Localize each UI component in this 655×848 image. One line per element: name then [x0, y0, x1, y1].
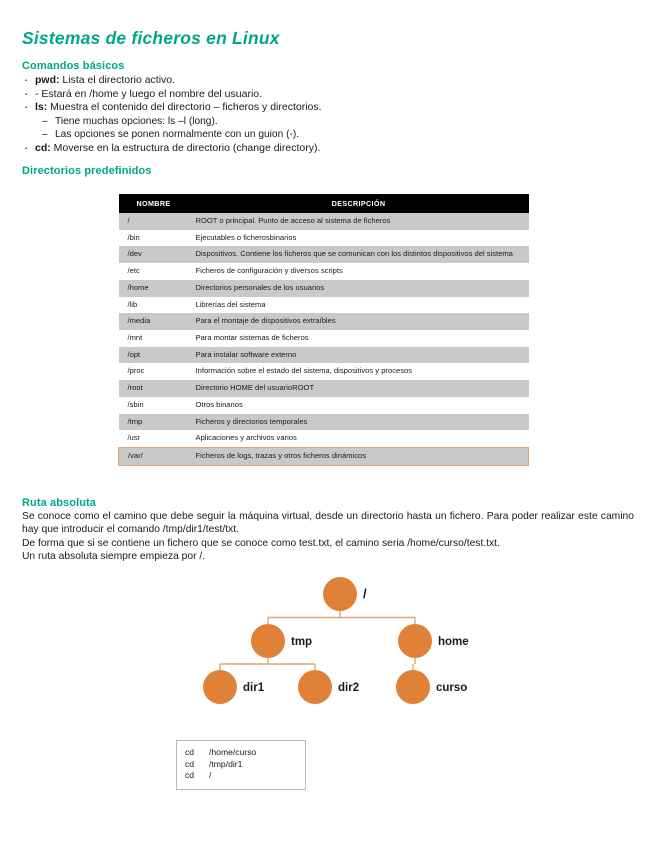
tree-svg: [0, 566, 655, 716]
cell-nombre: /mnt: [119, 330, 189, 347]
table-row: [119, 380, 529, 397]
table-row: [119, 347, 529, 364]
table-row: [119, 430, 529, 447]
comandos-list: [22, 74, 622, 156]
cell-descripcion: Para instalar software externo: [189, 347, 529, 364]
table-body: [119, 213, 529, 465]
tree-nodes: [203, 577, 469, 704]
cell-nombre: /root: [119, 380, 189, 397]
table-row: [119, 230, 529, 247]
cell-nombre: /tmp: [119, 414, 189, 431]
table-row: [119, 213, 529, 230]
section-heading-comandos: Comandos básicos: [22, 60, 125, 72]
comando-list-item: [22, 101, 622, 115]
tree-node-home: [398, 624, 469, 658]
tree-node-circle: [203, 670, 237, 704]
table-header-row: [119, 194, 529, 213]
cell-nombre: /opt: [119, 347, 189, 364]
cell-descripcion: Librerías del sistema: [189, 297, 529, 314]
page-title: Sistemas de ficheros en Linux: [22, 28, 280, 48]
table-row: [119, 263, 529, 280]
tree-node-curso: [396, 670, 467, 704]
comando-list-item: [22, 88, 622, 102]
table-row: [119, 448, 529, 466]
command-argument: /home/curso: [209, 747, 257, 757]
section-heading-directorios: Directorios predefinidos: [22, 165, 152, 177]
command-line: [185, 770, 297, 782]
command-line: [185, 747, 297, 759]
tree-node-circle: [398, 624, 432, 658]
tree-node-label: home: [438, 636, 469, 648]
tree-node-label: dir2: [338, 682, 360, 694]
comando-name: cd:: [35, 141, 51, 154]
cell-descripcion: Aplicaciones y archivos varios: [189, 430, 529, 447]
table-row: [119, 313, 529, 330]
comando-list-item: [22, 142, 622, 156]
comando-description: Las opciones se ponen normalmente con un guion (-).: [55, 129, 300, 141]
table-row: [119, 297, 529, 314]
tree-node-label: /: [363, 586, 367, 601]
command-argument: /tmp/dir1: [209, 758, 243, 769]
comando-list-item: [22, 128, 622, 142]
comando-description: Tiene muchas opciones: ls –l (long).: [55, 115, 218, 127]
column-header-descripcion: DESCRIPCIÓN: [189, 194, 529, 213]
tree-node-label: curso: [436, 682, 468, 694]
comando-description: Moverse en la estructura de directorio (change directory).: [50, 141, 321, 154]
cell-nombre: /media: [119, 313, 189, 330]
cell-nombre: /sbin: [119, 397, 189, 414]
table-row: [119, 397, 529, 414]
command-line: [185, 759, 297, 771]
tree-node-dir2: [298, 670, 359, 704]
cell-descripcion: Ejecutables o ficherosbinarios: [189, 230, 529, 247]
cell-nombre: /usr: [119, 430, 189, 447]
comando-name: pwd:: [35, 74, 60, 86]
cell-descripcion: Dispositivos. Contiene los ficheros que se comunican con los distintos dispositivos del sistema: [189, 246, 529, 263]
comando-description: - Estará en /home y luego el nombre del usuario.: [35, 87, 263, 100]
tree-node-dir1: [203, 670, 265, 704]
tree-node-circle: [298, 670, 332, 704]
table-row: [119, 363, 529, 380]
cell-descripcion: Para el montaje de dispositivos extraíbles: [189, 313, 529, 330]
cell-descripcion: Ficheros de configuración y diversos scripts: [189, 263, 529, 280]
ruta-absoluta-text: [22, 510, 634, 564]
table-row: [119, 280, 529, 297]
tree-edges: [220, 610, 415, 671]
command-keyword: cd: [185, 758, 195, 769]
cell-descripcion: Para montar sistemas de ficheros: [189, 330, 529, 347]
command-keyword: cd: [185, 747, 195, 757]
comando-description: Lista el directorio activo.: [59, 74, 176, 86]
cell-descripcion: Ficheros y directorios temporales: [189, 414, 529, 431]
tree-node-circle: [323, 577, 357, 611]
cell-nombre: /: [119, 213, 189, 230]
cell-descripcion: Ficheros de logs, trazas y otros ficheros dinámicos: [189, 448, 529, 466]
tree-node-circle: [251, 624, 285, 658]
column-header-nombre: NOMBRE: [119, 194, 189, 213]
comando-list-item: [22, 74, 622, 88]
tree-node-tmp: [251, 624, 312, 658]
comando-name: ls:: [35, 101, 48, 114]
section-heading-ruta: Ruta absoluta: [22, 497, 97, 509]
ruta-paragraph-1: Se conoce como el camino que debe seguir la máquina virtual, desde un directorio hasta un fichero. Para poder realizar este camino hay que introducir el comando /tmp/dir1/test/txt.: [22, 511, 634, 536]
cell-descripcion: Otros binarios: [189, 397, 529, 414]
tree-node-circle: [396, 670, 430, 704]
cell-nombre: /home: [119, 280, 189, 297]
cell-nombre: /lib: [119, 297, 189, 314]
cell-nombre: /dev: [119, 246, 189, 263]
ruta-paragraph-3: Un ruta absoluta siempre empieza por /.: [22, 551, 206, 563]
cell-nombre: /etc: [119, 263, 189, 280]
cell-nombre: /var/: [119, 448, 189, 466]
tree-node-root: [323, 577, 367, 611]
cell-descripcion: ROOT o principal. Punto de acceso al sistema de ficheros: [189, 213, 529, 230]
table-row: [119, 414, 529, 431]
command-argument: /: [209, 770, 212, 781]
cell-nombre: /proc: [119, 363, 189, 380]
table-header: [119, 194, 529, 213]
directory-tree-diagram: [0, 566, 655, 716]
table-row: [119, 330, 529, 347]
tree-node-label: dir1: [243, 682, 265, 694]
cell-descripcion: Información sobre el estado del sistema, dispositivos y procesos: [189, 363, 529, 380]
command-keyword: cd: [185, 770, 195, 781]
cell-descripcion: Directorio HOME del usuarioROOT: [189, 380, 529, 397]
comando-description: Muestra el contenido del directorio – ficheros y directorios.: [47, 101, 322, 114]
command-example-box: [176, 740, 306, 790]
tree-node-label: tmp: [291, 636, 313, 648]
cell-descripcion: Directorios personales de los usuarios: [189, 280, 529, 297]
comando-list-item: [22, 115, 622, 129]
ruta-paragraph-2: De forma que si se contiene un fichero que se conoce como test.txt, el camino seria /home/curso/test.txt.: [22, 537, 500, 549]
directories-table: [118, 194, 529, 466]
table-row: [119, 246, 529, 263]
cell-nombre: /bin: [119, 230, 189, 247]
